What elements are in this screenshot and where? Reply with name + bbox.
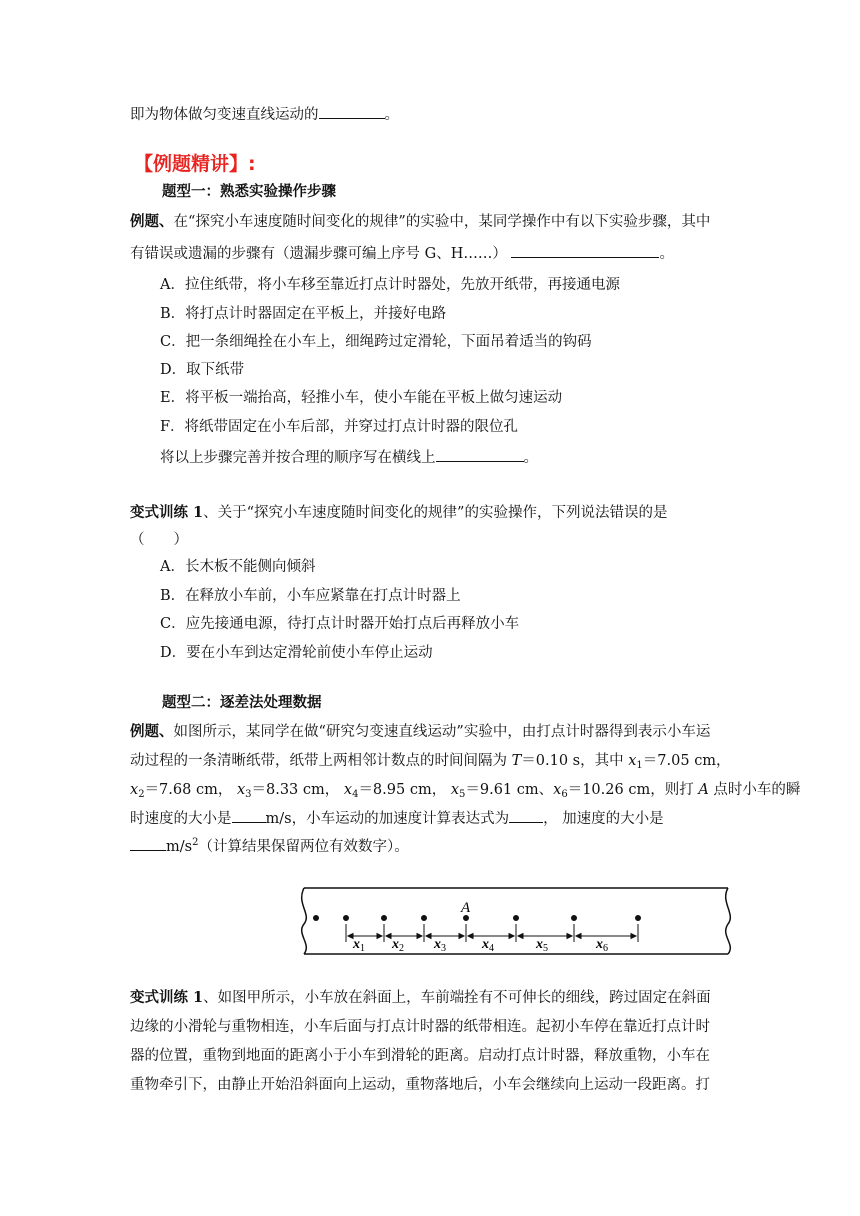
variant2-line3: 器的位置，重物到地面的距离小于小车到滑轮的距离。启动打点计时器，释放重物，小车在 <box>130 1048 710 1064</box>
example2-line5: $m/s^2$（计算结果保留两位有效数字）。 <box>130 836 409 857</box>
option-b: B．将打点计时器固定在平板上，并接好电路 <box>160 306 447 322</box>
example2-line2: 动过程的一条清晰纸带，纸带上两相邻计数点的时间间隔为 T＝0.10 s，其中 $x_1=7.05$ cm， <box>130 753 731 771</box>
variant2-line1: 变式训练 1、如图甲所示，小车放在斜面上，车前端拴有不可伸长的细线，跨过固定在斜面 <box>130 989 711 1006</box>
example2-line3: $x_2=7.68$ cm， $x_3=8.33$ cm， $x_4=8.95$ cm， $x_5=9.61$ cm、$x_6=10.26$ cm，则打 A 点时小车的瞬 <box>130 782 801 800</box>
example2-line1: 例题、如图所示，某同学在做“研究匀变速直线运动”实验中，由打点计时器得到表示小车运 <box>130 723 711 740</box>
answer-blank[interactable] <box>436 447 524 462</box>
variant1-option-b: B．在释放小车前，小车应紧靠在打点计时器上 <box>160 588 461 604</box>
variant-label: 变式训练 1 <box>130 989 204 1006</box>
intro-line: 即为物体做匀变速直线运动的 。 <box>130 104 399 125</box>
segment-label-x3: $x_3$ <box>434 937 446 954</box>
variant1-line1: 变式训练 1、关于“探究小车速度随时间变化的规律”的实验操作，下列说法错误的是 <box>130 504 668 521</box>
variant1-option-c: C．应先接通电源，待打点计时器开始打点后再释放小车 <box>160 616 520 632</box>
variant1-paren: （ ） <box>130 532 188 548</box>
order-line: 将以上步骤完善并按合理的顺序写在横线上 。 <box>160 447 538 468</box>
answer-blank[interactable] <box>509 808 543 823</box>
point-a-label: A <box>461 900 471 916</box>
tape-dot <box>381 915 387 921</box>
answer-blank[interactable] <box>319 104 385 119</box>
segment-label-x2: $x_2$ <box>392 937 404 954</box>
answer-blank[interactable] <box>511 243 659 258</box>
variant-label: 变式训练 1 <box>130 504 204 521</box>
variant1-option-d: D．要在小车到达定滑轮前使小车停止运动 <box>160 645 433 661</box>
variant1-option-a: A．长木板不能侧向倾斜 <box>160 559 316 575</box>
option-e: E．将平板一端抬高，轻推小车，使小车能在平板上做匀速运动 <box>160 390 563 406</box>
option-a: A．拉住纸带，将小车移至靠近打点计时器处，先放开纸带，再接通电源 <box>160 277 620 293</box>
segment-label-x4: $x_4$ <box>482 937 494 954</box>
tape-dot <box>635 915 641 921</box>
variant2-line2: 边缘的小滑轮与重物相连，小车后面与打点计时器的纸带相连。起初小车停在靠近打点计时 <box>130 1019 710 1035</box>
tape-dot <box>343 915 349 921</box>
example1-line1: 例题、在“探究小车速度随时间变化的规律”的实验中，某同学操作中有以下实验步骤，其中 <box>130 213 711 230</box>
option-d: D．取下纸带 <box>160 362 245 378</box>
tape-dot <box>513 915 519 921</box>
example-label: 例题、 <box>130 723 174 740</box>
type1-title: 题型一：熟悉实验操作步骤 <box>162 183 336 200</box>
option-f: F．将纸带固定在小车后部，并穿过打点计时器的限位孔 <box>160 419 519 435</box>
paper-tape-figure <box>298 884 738 968</box>
example2-line4: 时速度的大小是 m/s，小车运动的加速度计算表达式为 ， 加速度的大小是 <box>130 808 664 829</box>
tape-right-edge <box>726 888 731 954</box>
answer-blank[interactable] <box>232 808 266 823</box>
segment-label-x5: $x_5$ <box>536 937 548 954</box>
example1-line2: 有错误或遗漏的步骤有（遗漏步骤可编上序号 G、H……） 。 <box>130 243 674 264</box>
section-heading: 【例题精讲】: <box>134 153 256 175</box>
intro-text: 即为物体做匀变速直线运动的 <box>130 107 319 123</box>
tape-dot <box>421 915 427 921</box>
example-label: 例题、 <box>130 213 174 230</box>
tape-left-edge <box>302 888 307 954</box>
variant2-line4: 重物牵引下，由静止开始沿斜面向上运动，重物落地后，小车会继续向上运动一段距离。打 <box>130 1077 710 1093</box>
segment-label-x6: $x_6$ <box>596 937 608 954</box>
answer-blank[interactable] <box>130 836 166 851</box>
tape-dot <box>571 915 577 921</box>
type2-title: 题型二：逐差法处理数据 <box>162 694 322 711</box>
option-c: C．把一条细绳拴在小车上，细绳跨过定滑轮，下面吊着适当的钩码 <box>160 334 592 350</box>
segment-label-x1: $x_1$ <box>353 937 365 954</box>
tape-dot <box>313 915 319 921</box>
